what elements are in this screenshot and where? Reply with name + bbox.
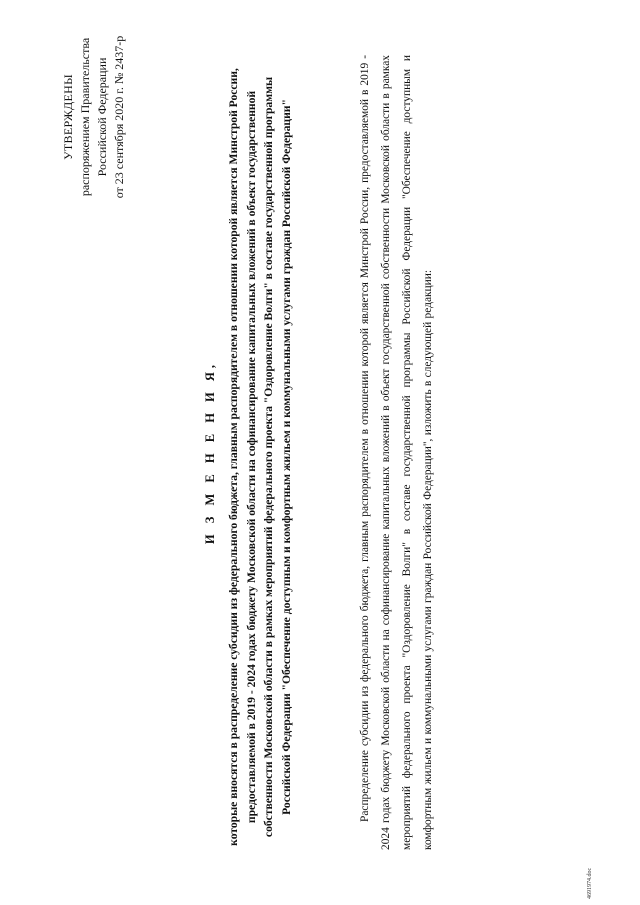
- approval-stamp: [60, 22, 128, 212]
- document-title: И З М Е Н Е Н И Я,: [203, 360, 217, 545]
- approval-date-number: от 23 сентября 2020 г. № 2437-р: [112, 35, 126, 199]
- approval-country: Российской Федерации: [95, 57, 109, 177]
- approval-authority: распоряжением Правительства: [78, 37, 92, 197]
- document-file-reference: 4691974.doc: [587, 867, 593, 899]
- approval-title: УТВЕРЖДЕНЫ: [61, 74, 75, 160]
- document-subtitle: которые вносятся в распределение субсидии из федерального бюджета, главным распорядителем в отношении которой является Минстрой России, предоставляемой в 2019 - 2024 годах бюджету Московской области на софинансирование капитальных вложений в объект государственной собственности Московской области в рамках мероприятий федерального проекта "Оздоровление Волги" в составе государственной программы Российской Федерации "Обеспечение доступным и комфортным жильем и коммунальными услугами граждан Российской Федерации": [227, 68, 293, 846]
- body-paragraph: Распределение субсидии из федерального бюджета, главным распорядителем в отношении которой является Минстрой России, предоставляемой в 2019 - 2024 годах бюджету Московской области на софинансирование капитальных вложений в объект государственной собственности Московской области в рамках мероприятий федерального проекта "Оздоровление Волги" в составе государственной программы Российской Федерации "Обеспечение доступным и комфортным жильем и коммунальными услугами граждан Российской Федерации", изложить в следующей редакции:: [359, 55, 434, 850]
